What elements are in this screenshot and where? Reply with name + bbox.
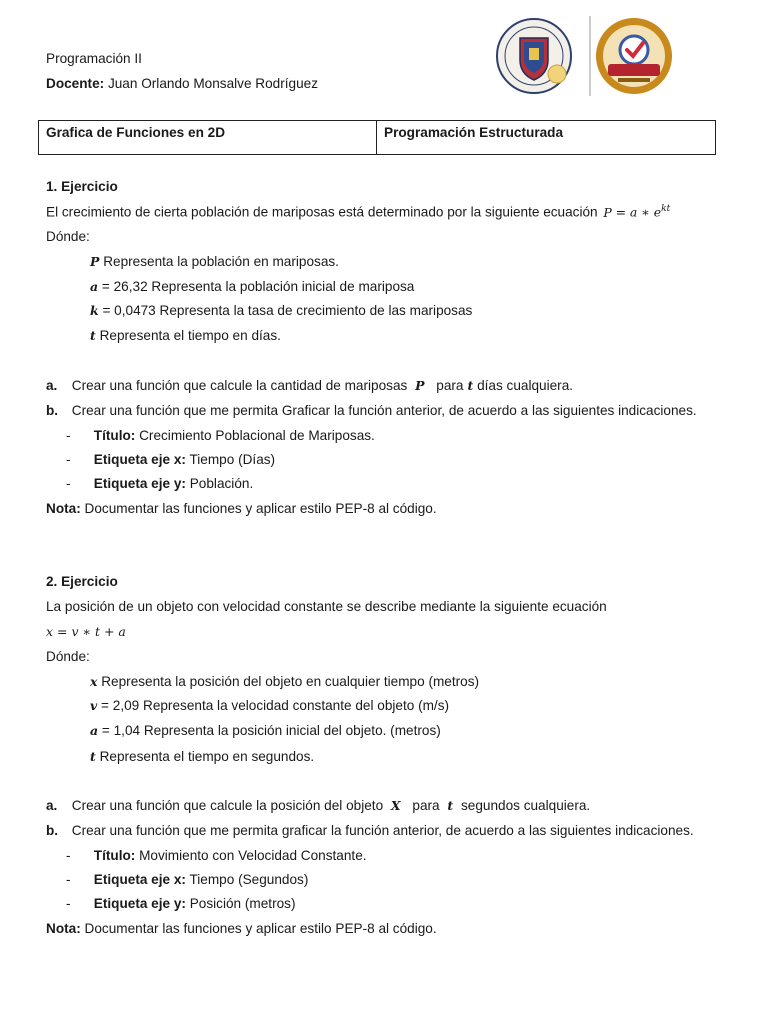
- exercise2-item-a: [46, 798, 590, 813]
- bullet-label: Etiqueta eje x:: [93, 452, 186, 467]
- note-text: Documentar las funciones y aplicar estilo PEP-8 al código.: [84, 501, 437, 516]
- item-a-symbol-t: t: [447, 798, 454, 813]
- bullet-text: Crecimiento Poblacional de Mariposas.: [139, 428, 375, 443]
- item-a-symbol: P: [415, 378, 425, 393]
- exercise1-var: [90, 279, 414, 294]
- item-a-text: Crear una función que calcule la cantidad de mariposas: [71, 378, 408, 393]
- exercise2-var: [90, 723, 441, 738]
- exercise2-bullet: [66, 848, 367, 863]
- note-text: Documentar las funciones y aplicar estilo PEP-8 al código.: [84, 921, 437, 936]
- bullet-label: Título:: [93, 428, 136, 443]
- exercise1-heading: 1. Ejercicio: [46, 179, 118, 194]
- var-description: Representa el tiempo en segundos.: [99, 749, 315, 764]
- bullet-text: Movimiento con Velocidad Constante.: [139, 848, 367, 863]
- exercise2-intro: La posición de un objeto con velocidad constante se describe mediante la siguiente ecuación: [46, 599, 607, 614]
- item-b-text: Crear una función que me permita graficar la función anterior, de acuerdo a las siguientes indicaciones.: [71, 823, 694, 838]
- exercise1-bullet: [66, 428, 375, 443]
- var-description: = 26,32 Representa la población inicial de mariposa: [101, 279, 415, 294]
- var-description: = 1,04 Representa la posición inicial del objeto. (metros): [101, 723, 441, 738]
- exercise2-equation: x = v ∗ t + a: [46, 624, 126, 639]
- teacher-line: [46, 76, 318, 91]
- var-symbol: k: [90, 303, 99, 318]
- exercise2-heading: 2. Ejercicio: [46, 574, 118, 589]
- exercise2-donde: Dónde:: [46, 649, 90, 664]
- title-table-left: Grafica de Funciones en 2D: [39, 121, 377, 155]
- bullet-text: Posición (metros): [189, 896, 296, 911]
- item-b-text: Crear una función que me permita Graficar la función anterior, de acuerdo a las siguientes indicaciones.: [71, 403, 697, 418]
- bullet-label: Título:: [93, 848, 136, 863]
- item-a-text-end: días cualquiera.: [477, 378, 574, 393]
- exercise1-var: [90, 303, 472, 318]
- var-description: = 0,0473 Representa la tasa de crecimiento de las mariposas: [102, 303, 473, 318]
- note-label: Nota:: [46, 921, 81, 936]
- title-table-right: Programación Estructurada: [377, 121, 716, 155]
- bullet-dash: -: [66, 848, 71, 863]
- var-description: Representa la población en mariposas.: [103, 254, 339, 269]
- teacher-name: Juan Orlando Monsalve Rodríguez: [107, 76, 319, 91]
- note-label: Nota:: [46, 501, 81, 516]
- exercise2-bullet: [66, 872, 308, 887]
- exercise2-note: [46, 921, 437, 936]
- var-description: = 2,09 Representa la velocidad constante del objeto (m/s): [101, 698, 450, 713]
- item-a-label: a.: [46, 798, 58, 813]
- item-a-label: a.: [46, 378, 58, 393]
- bullet-dash: -: [66, 896, 71, 911]
- bullet-text: Población.: [189, 476, 254, 491]
- bullet-label: Etiqueta eje y:: [93, 896, 186, 911]
- exercise1-var: [90, 254, 339, 269]
- exercise1-item-b: [46, 403, 697, 418]
- exercise2-bullet: [66, 896, 296, 911]
- bullet-dash: -: [66, 476, 71, 491]
- var-description: Representa la posición del objeto en cualquier tiempo (metros): [101, 674, 480, 689]
- bullet-dash: -: [66, 872, 71, 887]
- item-a-text-end: segundos cualquiera.: [460, 798, 591, 813]
- exercise2-var: [90, 698, 449, 713]
- item-a-symbol: X: [390, 798, 401, 813]
- item-a-para: para: [412, 798, 440, 813]
- var-symbol: P: [90, 254, 100, 269]
- bullet-label: Etiqueta eje x:: [93, 872, 186, 887]
- item-a-para: para: [436, 378, 464, 393]
- exercise1-eq-exp: kt: [661, 204, 671, 214]
- exercise1-intro-line: [46, 204, 670, 220]
- item-a-symbol-t: t: [467, 378, 474, 393]
- item-b-label: b.: [46, 403, 59, 418]
- var-symbol: a: [90, 279, 99, 294]
- exercise1-var: [90, 328, 281, 343]
- teacher-label: Docente:: [46, 76, 105, 91]
- var-symbol: x: [90, 674, 98, 689]
- item-a-text: Crear una función que calcule la posición del objeto: [71, 798, 384, 813]
- course-name: Programación II: [46, 51, 142, 66]
- var-symbol: t: [90, 328, 96, 343]
- exercise1-item-a: [46, 378, 573, 393]
- exercise2-item-b: [46, 823, 694, 838]
- accreditation-seal: [594, 16, 674, 96]
- exercise1-intro: El crecimiento de cierta población de mariposas está determinado por la siguiente ecuación: [46, 204, 598, 220]
- exercise1-eq-rhs: a ∗ e: [629, 204, 662, 220]
- var-description: Representa el tiempo en días.: [99, 328, 281, 343]
- title-table: [38, 120, 716, 155]
- bullet-dash: -: [66, 428, 71, 443]
- exercise1-donde: Dónde:: [46, 229, 90, 244]
- var-symbol: t: [90, 749, 96, 764]
- item-b-label: b.: [46, 823, 59, 838]
- exercise1-eq-eq: =: [615, 204, 627, 220]
- exercise1-bullet: [66, 476, 253, 491]
- exercise2-var: [90, 674, 479, 689]
- exercise1-eq-lhs: P: [603, 204, 612, 220]
- var-symbol: v: [90, 698, 98, 713]
- bullet-text: Tiempo (Segundos): [189, 872, 309, 887]
- bullet-dash: -: [66, 452, 71, 467]
- var-symbol: a: [90, 723, 99, 738]
- logos: [496, 12, 674, 100]
- exercise2-var: [90, 749, 314, 764]
- exercise1-note: [46, 501, 437, 516]
- exercise1-bullet: [66, 452, 275, 467]
- bullet-label: Etiqueta eje y:: [93, 476, 186, 491]
- bullet-text: Tiempo (Días): [189, 452, 276, 467]
